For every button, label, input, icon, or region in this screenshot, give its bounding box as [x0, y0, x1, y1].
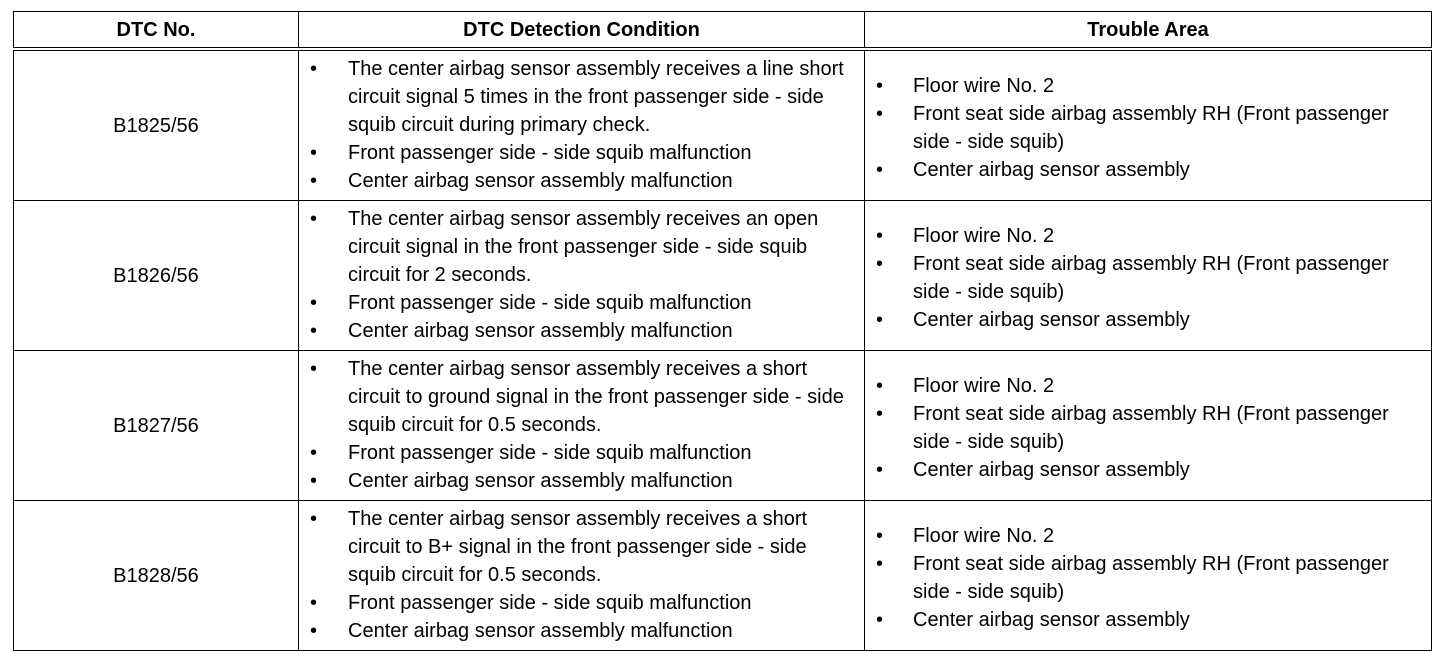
condition-item-text: Front passenger side - side squib malfunction [348, 592, 752, 614]
condition-item-text: Center airbag sensor assembly malfunction [348, 320, 733, 342]
bullet-icon: • [310, 142, 318, 164]
dtc-code-cell: B1828/56 [14, 501, 299, 651]
trouble-item [865, 372, 1431, 400]
trouble-item [865, 400, 1431, 456]
trouble-item-text: Center airbag sensor assembly [913, 458, 1190, 481]
detection-condition-cell [299, 201, 865, 351]
condition-item [299, 589, 864, 617]
trouble-area-cell [865, 351, 1432, 501]
trouble-item [865, 606, 1431, 634]
bullet-icon: • [310, 358, 318, 380]
condition-item [299, 289, 864, 317]
bullet-icon: • [876, 402, 884, 425]
trouble-item-text: Center airbag sensor assembly [913, 608, 1190, 631]
bullet-icon: • [876, 458, 884, 481]
detection-condition-cell-list [299, 205, 864, 345]
detection-condition-cell-list [299, 55, 864, 195]
trouble-area-cell-list [865, 522, 1431, 634]
bullet-icon: • [310, 592, 318, 614]
trouble-area-cell [865, 501, 1432, 651]
condition-item [299, 55, 864, 139]
condition-item [299, 139, 864, 167]
trouble-area-cell [865, 49, 1432, 201]
condition-item [299, 505, 864, 589]
detection-condition-cell-list [299, 505, 864, 645]
trouble-item [865, 522, 1431, 550]
trouble-item [865, 550, 1431, 606]
trouble-item-text: Floor wire No. 2 [913, 224, 1055, 247]
bullet-icon: • [876, 308, 884, 331]
bullet-icon: • [876, 224, 884, 247]
trouble-item [865, 306, 1431, 334]
trouble-item-text: Floor wire No. 2 [913, 74, 1055, 97]
table-row [14, 351, 1432, 501]
dtc-code-cell: B1825/56 [14, 49, 299, 201]
header-dtc-no: DTC No. [14, 12, 299, 50]
detection-condition-cell [299, 501, 865, 651]
condition-item-text: Center airbag sensor assembly malfunction [348, 620, 733, 642]
trouble-item-text: Center airbag sensor assembly [913, 158, 1190, 181]
trouble-item-text: Front seat side airbag assembly RH (Front passenger side - side squib) [913, 552, 1389, 603]
dtc-code-cell: B1826/56 [14, 201, 299, 351]
dtc-code-cell: B1827/56 [14, 351, 299, 501]
trouble-item-text: Floor wire No. 2 [913, 374, 1055, 397]
trouble-item-text: Front seat side airbag assembly RH (Front passenger side - side squib) [913, 102, 1389, 153]
condition-item-text: The center airbag sensor assembly receives a short circuit to B+ signal in the front passenger side - side squib circuit for 0.5 seconds. [348, 508, 808, 586]
condition-item-text: Front passenger side - side squib malfunction [348, 142, 752, 164]
dtc-table [13, 11, 1432, 651]
condition-item [299, 467, 864, 495]
condition-item-text: Front passenger side - side squib malfunction [348, 292, 752, 314]
trouble-item [865, 100, 1431, 156]
bullet-icon: • [876, 252, 884, 275]
bullet-icon: • [310, 620, 318, 642]
table-body [14, 49, 1432, 651]
bullet-icon: • [310, 208, 318, 230]
trouble-item-text: Floor wire No. 2 [913, 524, 1055, 547]
bullet-icon: • [876, 524, 884, 547]
trouble-area-cell [865, 201, 1432, 351]
condition-item [299, 355, 864, 439]
condition-item-text: Front passenger side - side squib malfunction [348, 442, 752, 464]
bullet-icon: • [876, 102, 884, 125]
bullet-icon: • [310, 508, 318, 530]
condition-item-text: Center airbag sensor assembly malfunction [348, 470, 733, 492]
detection-condition-cell-list [299, 355, 864, 495]
condition-item-text: Center airbag sensor assembly malfunction [348, 170, 733, 192]
detection-condition-cell [299, 49, 865, 201]
condition-item [299, 317, 864, 345]
condition-item-text: The center airbag sensor assembly receives a short circuit to ground signal in the front passenger side - side squib circuit for 0.5 seconds. [348, 358, 844, 436]
condition-item [299, 167, 864, 195]
bullet-icon: • [876, 552, 884, 575]
trouble-item [865, 250, 1431, 306]
bullet-icon: • [310, 58, 318, 80]
bullet-icon: • [310, 320, 318, 342]
bullet-icon: • [310, 292, 318, 314]
bullet-icon: • [310, 170, 318, 192]
trouble-item [865, 456, 1431, 484]
trouble-item-text: Center airbag sensor assembly [913, 308, 1190, 331]
bullet-icon: • [310, 442, 318, 464]
detection-condition-cell [299, 351, 865, 501]
trouble-area-cell-list [865, 372, 1431, 484]
condition-item [299, 439, 864, 467]
bullet-icon: • [876, 158, 884, 181]
condition-item-text: The center airbag sensor assembly receives a line short circuit signal 5 times in the front passenger side - side squib circuit during primary check. [348, 58, 844, 136]
table-row [14, 201, 1432, 351]
trouble-item [865, 156, 1431, 184]
condition-item [299, 617, 864, 645]
table-row [14, 49, 1432, 201]
condition-item-text: The center airbag sensor assembly receives an open circuit signal in the front passenger side - side squib circuit for 2 seconds. [348, 208, 819, 286]
bullet-icon: • [876, 608, 884, 631]
trouble-area-cell-list [865, 72, 1431, 184]
table-row [14, 501, 1432, 651]
bullet-icon: • [876, 374, 884, 397]
condition-item [299, 205, 864, 289]
trouble-area-cell-list [865, 222, 1431, 334]
bullet-icon: • [876, 74, 884, 97]
trouble-item [865, 222, 1431, 250]
bullet-icon: • [310, 470, 318, 492]
header-trouble-area: Trouble Area [865, 12, 1432, 50]
trouble-item-text: Front seat side airbag assembly RH (Front passenger side - side squib) [913, 402, 1389, 453]
trouble-item [865, 72, 1431, 100]
table-header-row [14, 12, 1432, 50]
header-detection-condition: DTC Detection Condition [299, 12, 865, 50]
trouble-item-text: Front seat side airbag assembly RH (Front passenger side - side squib) [913, 252, 1389, 303]
